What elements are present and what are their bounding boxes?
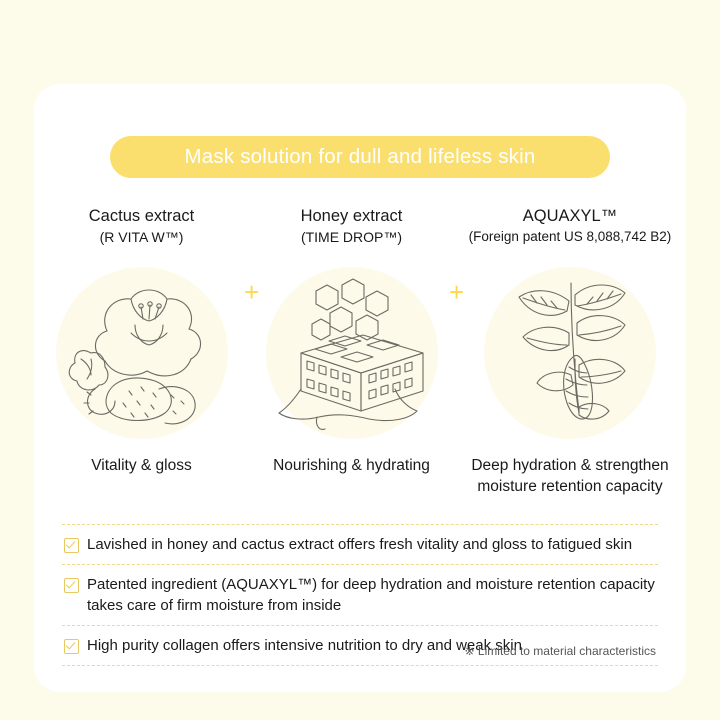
footnote: ※ Limited to material characteristics [464, 644, 656, 658]
plus-separator-1: + [244, 277, 260, 307]
content-card [34, 84, 686, 692]
checkbox-icon [64, 538, 79, 553]
list-item-text: Lavished in honey and cactus extract offers fresh vitality and gloss to fatigued skin [87, 536, 633, 553]
ingredient-subtitle: (Foreign patent US 8,088,742 B2) [468, 229, 672, 244]
list-divider [62, 665, 658, 666]
ingredient-subtitle: (R VITA W™) [99, 229, 184, 245]
ingredient-benefit: Vitality & gloss [91, 457, 192, 474]
cactus-flower-illustration [47, 261, 237, 441]
ingredient-card-honey [249, 206, 454, 476]
ingredient-card-cactus [34, 206, 249, 476]
honeycomb-illustration [257, 261, 447, 441]
ingredient-name: AQUAXYL™ [522, 207, 618, 225]
ingredient-card-aquaxyl [454, 206, 686, 497]
ingredient-subtitle: (TIME DROP™) [300, 229, 403, 245]
checkbox-icon [64, 578, 79, 593]
leaf-branch-illustration [475, 261, 665, 441]
plus-separator-2: + [449, 277, 465, 307]
ingredient-name: Honey extract [300, 207, 403, 225]
ingredient-image-wrap [454, 261, 686, 447]
checkbox-icon [64, 639, 79, 654]
list-item [62, 525, 658, 564]
ingredient-benefit: Nourishing & hydrating [273, 457, 430, 474]
page-title: Mask solution for dull and lifeless skin [184, 145, 536, 168]
list-item-text: Patented ingredient (AQUAXYL™) for deep hydration and moisture retention capacity takes care of firm moisture from inside [87, 576, 655, 614]
ingredient-name: Cactus extract [88, 207, 195, 225]
list-item [62, 565, 658, 625]
page-title-banner [110, 136, 610, 178]
ingredient-benefit: Deep hydration & strengthen moisture retention capacity [471, 457, 669, 495]
ingredient-image-wrap [249, 261, 454, 447]
list-item-text: High purity collagen offers intensive nutrition to dry and weak skin [87, 637, 522, 654]
ingredient-image-wrap [34, 261, 249, 447]
ingredient-row [34, 206, 686, 497]
